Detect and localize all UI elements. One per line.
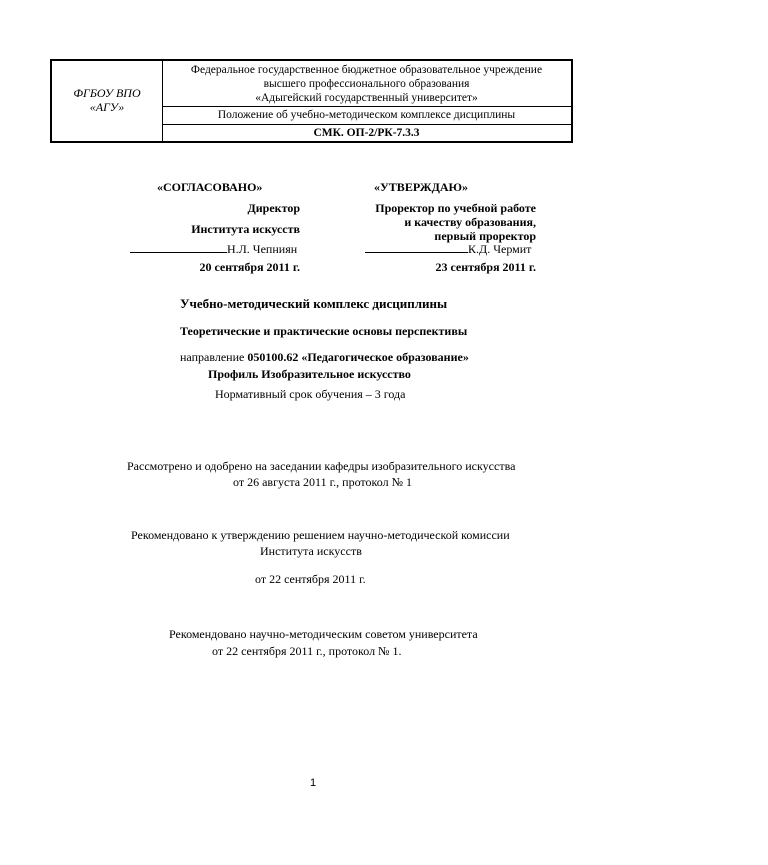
approval-right-date: 23 сентября 2011 г.: [435, 260, 536, 274]
approval-left-signature: [130, 242, 297, 257]
approval-left-date: 20 сентября 2011 г.: [199, 260, 300, 274]
duration-value: – 3 года: [365, 387, 406, 401]
duration-line: [215, 387, 406, 402]
approval-right-heading: «УТВЕРЖДАЮ»: [374, 180, 469, 194]
header-table: [50, 59, 573, 143]
main-title: Учебно-методический комплекс дисциплины: [180, 296, 448, 311]
direction-value: 050100.62 «Педагогическое образование»: [247, 350, 469, 364]
discipline-name: Теоретические и практические основы перспективы: [180, 324, 468, 338]
profile-line: Профиль Изобразительное искусство: [208, 367, 411, 381]
signature-line: [130, 242, 227, 253]
doc-title: Положение об учебно-методическом комплексе дисциплины: [217, 109, 516, 121]
signature-line: [365, 242, 468, 253]
org-full-line1: Федеральное государственное бюджетное образовательное учреждение: [190, 64, 543, 76]
approval-right-position-line2: и качеству образования,: [404, 215, 536, 229]
approval-left-position: Директор: [247, 201, 300, 215]
note2-line3: от 22 сентября 2011 г.: [255, 572, 366, 586]
approval-right-signature: [365, 242, 531, 257]
approval-left-signature-name: Н.Л. Чепниян: [227, 242, 298, 256]
note3-line2: от 22 сентября 2011 г., протокол № 1.: [212, 644, 402, 658]
note1-line2: от 26 августа 2011 г., протокол № 1: [233, 475, 413, 489]
org-full-line2: высшего профессионального образования: [263, 78, 470, 90]
org-full-line3: «Адыгейский государственный университет»: [255, 92, 478, 104]
header-divider-1: [162, 106, 571, 107]
note1-line1: Рассмотрено и одобрено на заседании кафедры изобразительного искусства: [127, 459, 516, 473]
org-full-name: [162, 63, 571, 105]
direction-prefix: направление: [180, 350, 245, 364]
approval-right-signature-name: К.Д. Чермит: [468, 242, 532, 256]
approval-left-heading: «СОГЛАСОВАНО»: [157, 180, 263, 194]
approval-right-position-line1: Проректор по учебной работе: [375, 201, 536, 215]
header-divider-2: [162, 124, 571, 125]
approval-right-position-line3: первый проректор: [434, 229, 536, 243]
approval-left-unit: Института искусств: [191, 222, 300, 236]
doc-code: СМК. ОП-2/РК-7.3.3: [313, 127, 420, 139]
org-short-line1: ФГБОУ ВПО: [73, 86, 141, 100]
note2-line2: Института искусств: [260, 544, 362, 558]
note3-line1: Рекомендовано научно-методическим советом университета: [169, 627, 478, 641]
direction-line: [180, 350, 469, 365]
org-short-line2: «АГУ»: [89, 100, 125, 114]
page-number: 1: [310, 777, 317, 789]
org-short-name: [52, 86, 162, 114]
note2-line1: Рекомендовано к утверждению решением научно-методической комиссии: [131, 528, 510, 542]
duration-prefix: Нормативный срок обучения: [215, 387, 363, 401]
